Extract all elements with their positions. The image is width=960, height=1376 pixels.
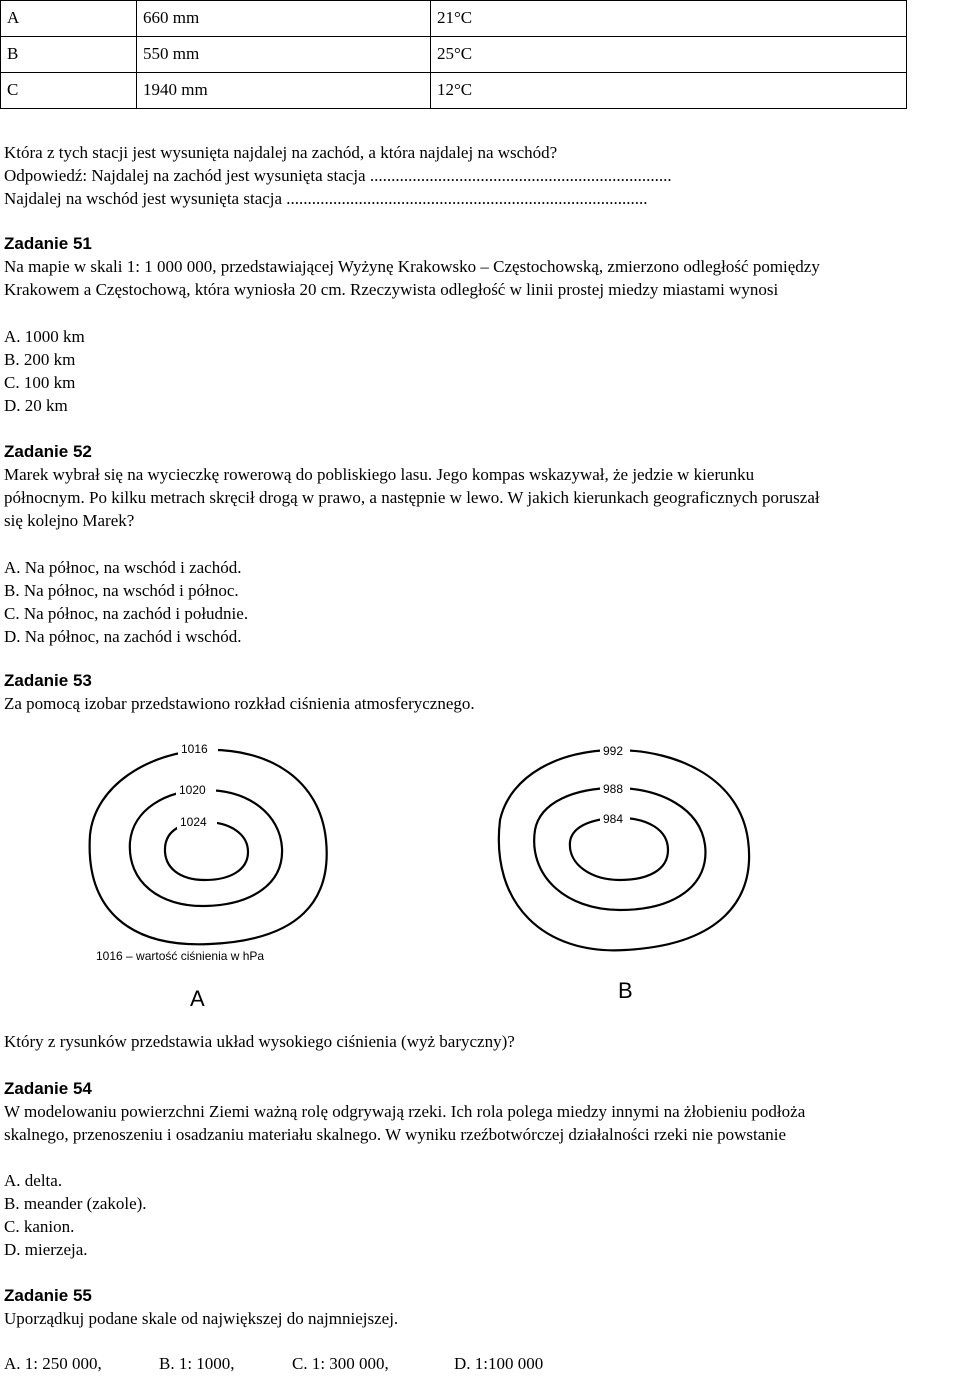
task-title: Zadanie 53 [4,671,92,690]
legend-text: 1016 – wartość ciśnienia w hPa [96,949,265,963]
option: B. meander (zakole). [4,1193,147,1213]
table-row [1,37,907,73]
task-text: północnym. Po kilku metrach skręcił drogą w prawo, a następnie w lewo. W jakich kierunkach geograficznych poruszał [4,487,820,507]
figure-letter-b: B [618,978,633,1003]
option: A. delta. [4,1171,63,1190]
task-53 [4,670,475,716]
task-text: skalnego, przenoszeniu i osadzaniu materiału skalnego. W wyniku rzeźbotwórczej działalności rzeki nie powstanie [4,1124,787,1144]
isobar-label: 1020 [179,783,206,797]
table-cell: A [1,1,137,37]
table-cell: 660 mm [137,1,431,37]
option: A. Na północ, na wschód i zachód. [4,558,242,577]
task-54 [4,1078,805,1147]
option: C. 1: 300 000, [292,1354,389,1373]
option: A. 1: 250 000, [4,1354,102,1373]
isobar-figure [0,730,960,1030]
isobar-label: 984 [603,812,624,826]
table-cell: 1940 mm [137,73,431,109]
task-text: się kolejno Marek? [4,510,135,530]
task-55 [4,1285,398,1331]
task-52 [4,441,820,533]
option: B. 200 km [4,349,76,369]
task-text: Za pomocą izobar przedstawiono rozkład ciśnienia atmosferycznego. [4,693,475,713]
table-row [1,1,907,37]
task-title: Zadanie 54 [4,1079,92,1098]
isobar-label: 1024 [180,815,207,829]
option: B. Na północ, na wschód i północ. [4,580,239,600]
answer-line: Odpowiedź: Najdalej na zachód jest wysunięta stacja ....................................................................... [4,165,672,185]
question-text: Który z rysunków przedstawia układ wysokiego ciśnienia (wyż baryczny)? [4,1032,515,1051]
stations-table [0,0,907,109]
table-cell: 550 mm [137,37,431,73]
isobar-b-middle [534,788,705,910]
task-text: Marek wybrał się na wycieczkę rowerową do pobliskiego lasu. Jego kompas wskazywał, że jedzie w kierunku [4,464,755,484]
isobar-b-outer [499,750,749,950]
isobar-label: 1016 [181,742,208,756]
isobar-a-outer [90,750,327,944]
option: D. 20 km [4,395,68,415]
task-text: W modelowaniu powierzchni Ziemi ważną rolę odgrywają rzeki. Ich rola polega miedzy innymi na żłobieniu podłoża [4,1101,806,1121]
option: C. kanion. [4,1216,75,1236]
table-cell: 21°C [431,1,907,37]
answer-line: Najdalej na wschód jest wysunięta stacja ..................................................................................... [4,188,648,208]
task-52-options [4,557,248,649]
isobar-a-inner [165,822,248,880]
isobar-b-inner [570,818,668,880]
task-53-question [4,1031,515,1054]
task-text: Uporządkuj podane skale od największej do najmniejszej. [4,1308,399,1328]
isobar-label: 988 [603,782,624,796]
figure-letter-a: A [190,986,205,1011]
table-cell: C [1,73,137,109]
question-text: Która z tych stacji jest wysunięta najdalej na zachód, a która najdalej na wschód? [4,143,558,162]
task-title: Zadanie 51 [4,234,92,253]
isobar-label: 992 [603,744,624,758]
option: C. Na północ, na zachód i południe. [4,603,249,623]
task-51-options [4,326,85,418]
question-50 [4,142,672,211]
task-text: Na mapie w skali 1: 1 000 000, przedstawiającej Wyżynę Krakowsko – Częstochowską, zmierzono odległość pomiędzy [4,256,820,276]
option: D. Na północ, na zachód i wschód. [4,626,242,646]
table-row [1,73,907,109]
option: C. 100 km [4,372,76,392]
option: D. mierzeja. [4,1239,88,1259]
isobar-a-middle [130,790,282,906]
task-text: Krakowem a Częstochową, która wyniosła 20 cm. Rzeczywista odległość w linii prostej miedzy miastami wynosi [4,279,779,299]
task-title: Zadanie 55 [4,1286,92,1305]
table-cell: B [1,37,137,73]
option: D. 1:100 000 [454,1354,544,1373]
table-cell: 12°C [431,73,907,109]
option: A. 1000 km [4,327,85,346]
task-51 [4,233,820,302]
option: B. 1: 1000, [159,1354,235,1373]
table-cell: 25°C [431,37,907,73]
task-title: Zadanie 52 [4,442,92,461]
task-54-options [4,1170,147,1262]
